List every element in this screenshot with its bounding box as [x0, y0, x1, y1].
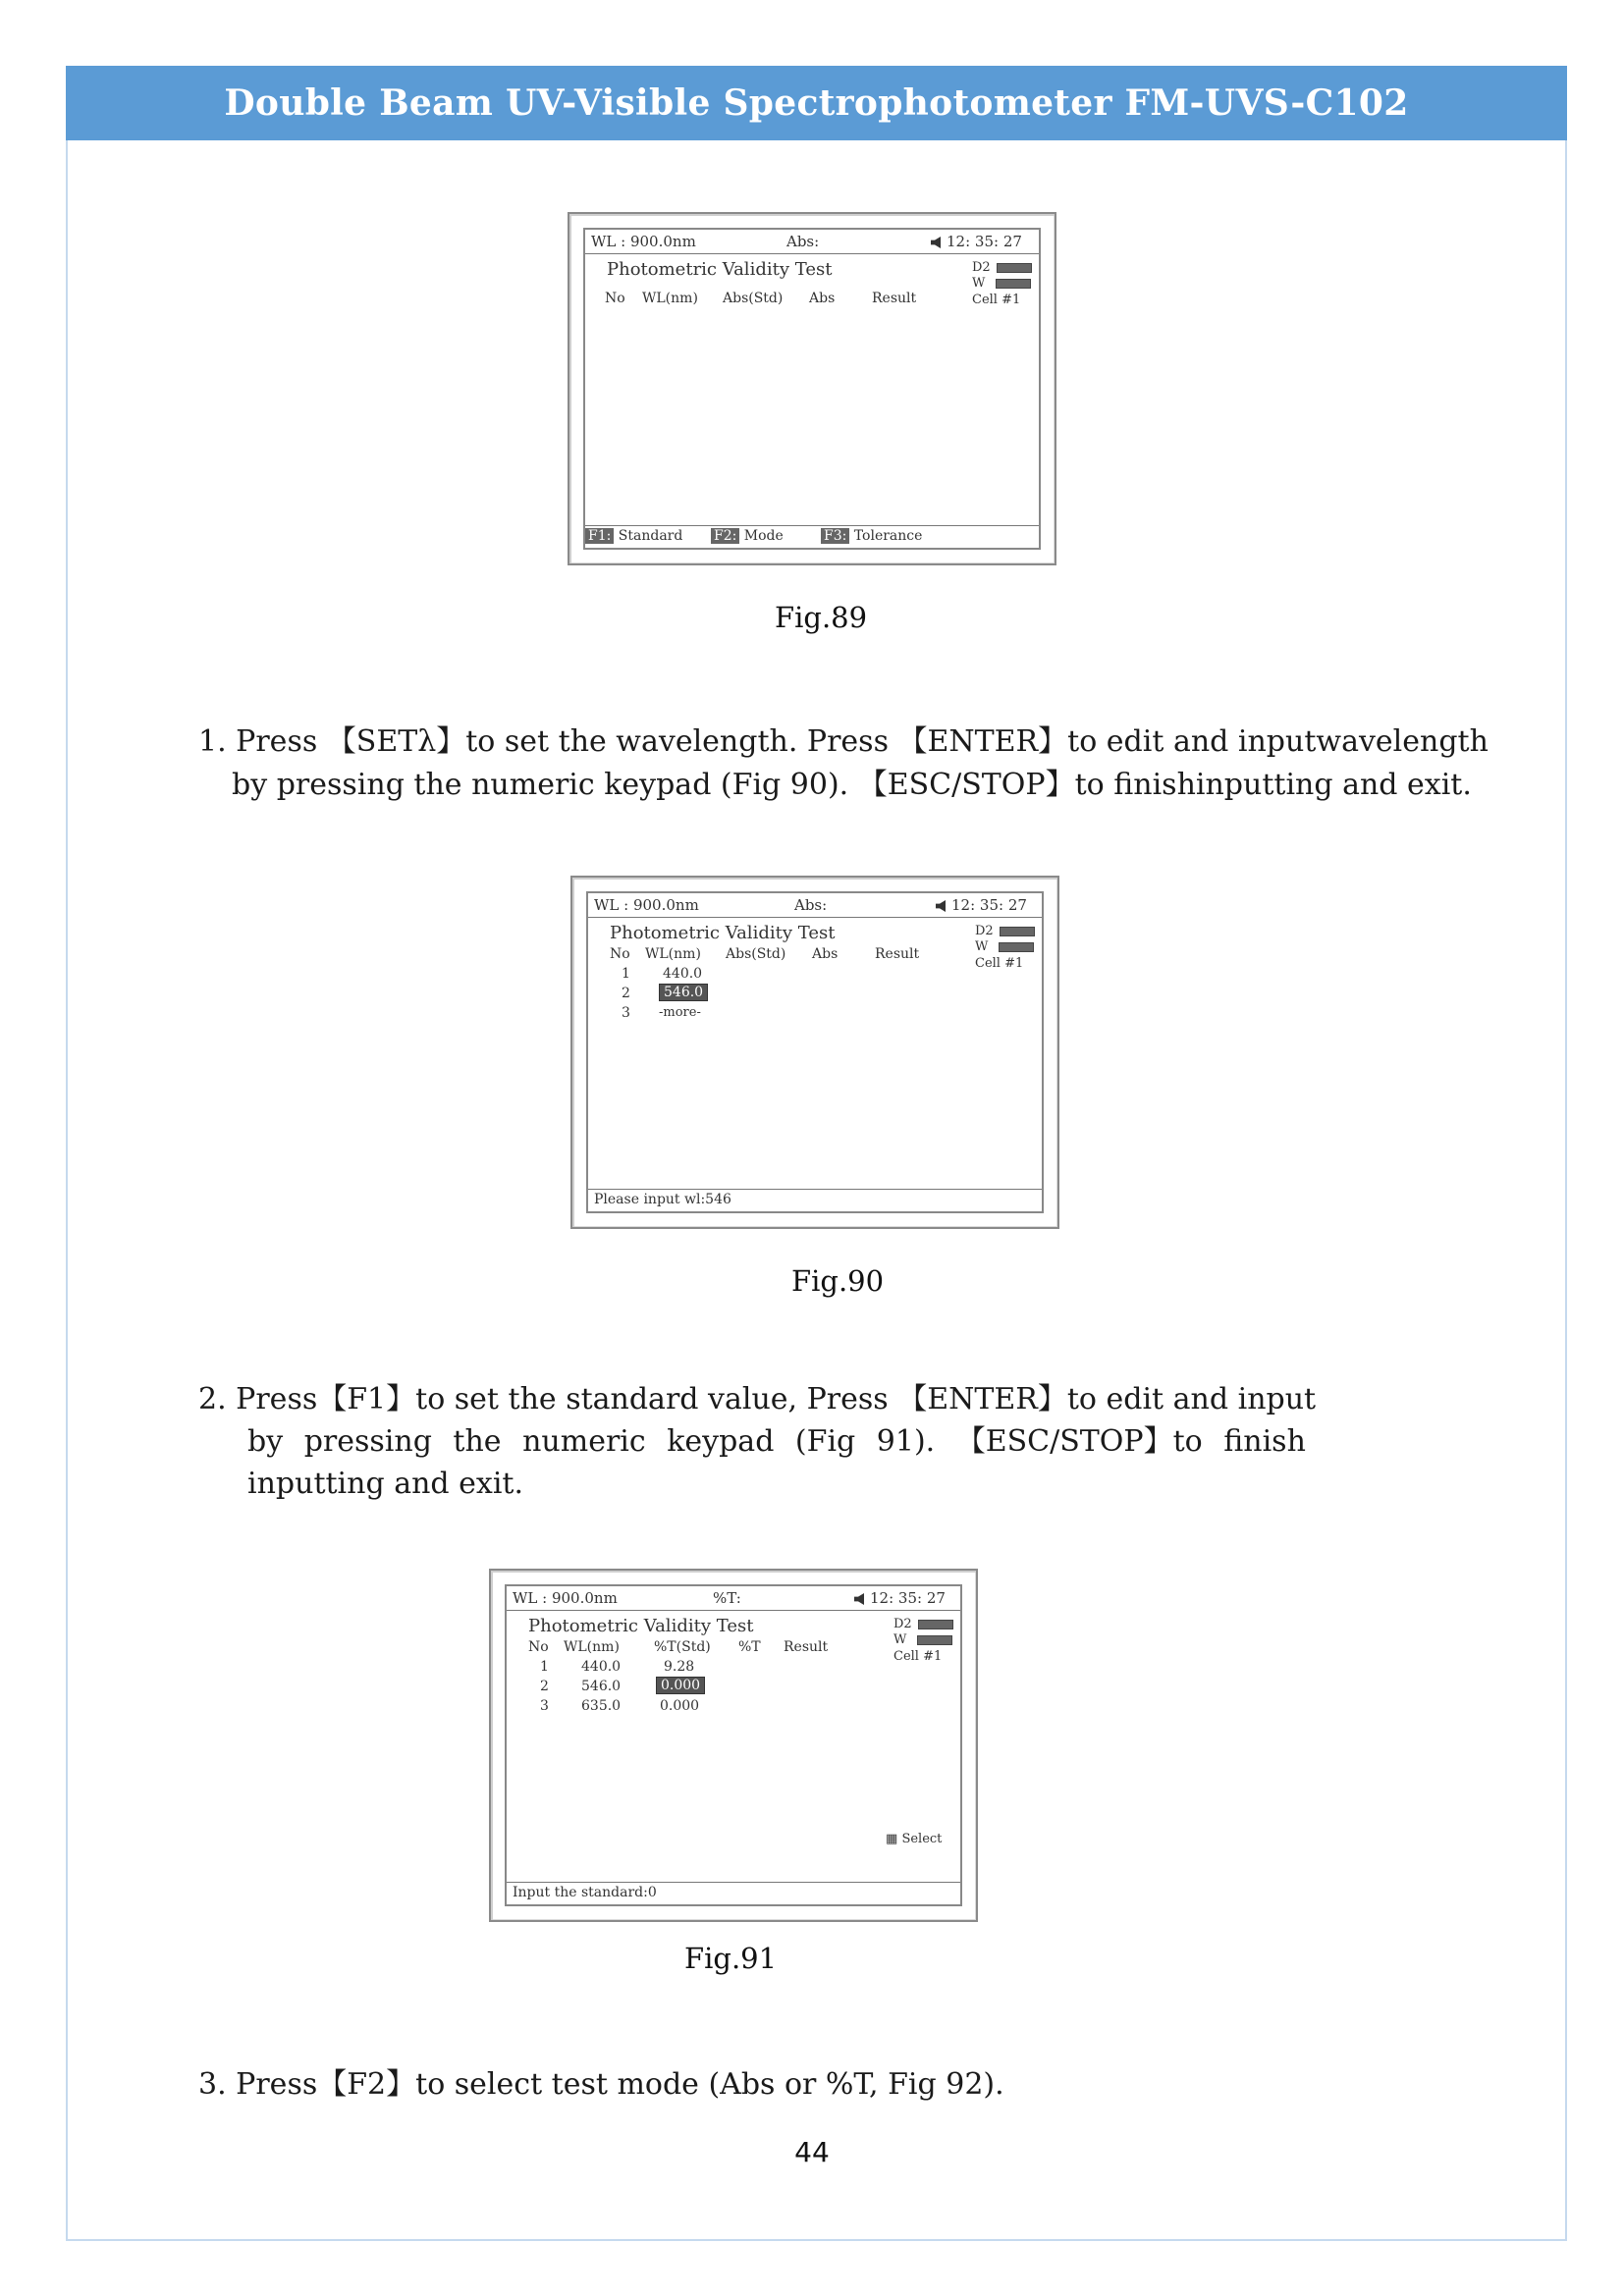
status-time: 12: 35: 27 [951, 896, 1027, 914]
lamp-w-indicator: W [972, 277, 1031, 291]
step-1-line-2: by pressing the numeric keypad (Fig 90). 【ESC/STOP】to finishinputting and exit. [232, 768, 1472, 802]
f1-key[interactable]: F1: Standard [585, 528, 682, 544]
figure-91-caption: Fig.91 [684, 1942, 778, 1975]
row-2-std-input[interactable]: 0.000 [656, 1678, 705, 1693]
select-key-icon: ▦ [886, 1832, 898, 1846]
status-time: 12: 35: 27 [870, 1589, 946, 1607]
row-1-std: 9.28 [664, 1659, 695, 1675]
screen-title: Photometric Validity Test [610, 923, 836, 943]
status-mode: %T: [713, 1589, 741, 1607]
page-number: 44 [794, 2136, 830, 2168]
lamp-w-indicator: W [975, 940, 1034, 954]
lamp-d2-indicator: D2 [972, 261, 1032, 275]
row-2-no: 2 [540, 1679, 549, 1694]
lamp-w-indicator: W [893, 1633, 952, 1647]
column-result: Result [784, 1639, 829, 1655]
lamp-bar-icon [918, 1620, 953, 1629]
step-2-line-2: by pressing the numeric keypad (Fig 91). 【ESC/STOP】to finish [247, 1424, 1306, 1459]
lcd-display [586, 891, 1044, 1213]
select-hint: ▦ Select [886, 1832, 943, 1846]
input-prompt: Input the standard:0 [513, 1885, 657, 1900]
figure-90-screen [570, 876, 1059, 1229]
speaker-icon [854, 1593, 864, 1605]
input-prompt-bar [588, 1189, 1042, 1211]
cell-indicator: Cell #1 [975, 956, 1024, 971]
lamp-bar-icon [1000, 927, 1035, 936]
lamp-bar-icon [997, 263, 1032, 273]
speaker-icon [931, 237, 941, 248]
f2-key[interactable]: F2: Mode [711, 528, 784, 544]
column-result: Result [875, 946, 920, 962]
document-header [66, 66, 1567, 140]
f3-key[interactable]: F3: Tolerance [821, 528, 922, 544]
row-1-wl: 440.0 [581, 1659, 622, 1675]
column-result: Result [872, 291, 917, 306]
status-mode: Abs: [794, 896, 828, 914]
column-no: No [610, 946, 630, 962]
row-2-wl-input[interactable]: 546.0 [659, 985, 708, 1000]
status-time: 12: 35: 27 [947, 233, 1022, 250]
column-std: Abs(Std) [723, 291, 784, 306]
step-2-line-1: 2. Press【F1】to set the standard value, Press 【ENTER】to edit and input [198, 1382, 1317, 1416]
column-no: No [528, 1639, 549, 1655]
status-mode: Abs: [786, 233, 820, 250]
step-2-line-3: inputting and exit. [247, 1467, 524, 1501]
document-title: Double Beam UV-Visible Spectrophotometer FM-UVS-C102 [224, 82, 1409, 124]
lamp-bar-icon [999, 942, 1034, 952]
function-key-bar [585, 525, 1039, 548]
lamp-d2-indicator: D2 [893, 1618, 953, 1631]
column-std: %T(Std) [654, 1639, 711, 1655]
column-value: Abs [809, 291, 836, 306]
step-1-line-1: 1. Press 【SETλ】to set the wavelength. Press 【ENTER】to edit and inputwavelength [198, 724, 1489, 759]
column-wl: WL(nm) [642, 291, 698, 306]
row-3-wl: 635.0 [581, 1698, 622, 1714]
row-1-no: 1 [540, 1659, 549, 1675]
screen-title: Photometric Validity Test [528, 1616, 754, 1636]
row-3-no: 3 [540, 1698, 549, 1714]
figure-89-caption: Fig.89 [775, 601, 868, 634]
column-value: Abs [812, 946, 839, 962]
step-3-line-1: 3. Press【F2】to select test mode (Abs or %T, Fig 92). [198, 2067, 1004, 2102]
input-prompt-bar [507, 1882, 960, 1904]
lamp-d2-indicator: D2 [975, 925, 1035, 938]
lamp-bar-icon [996, 279, 1031, 289]
status-bar [585, 230, 1039, 254]
cell-indicator: Cell #1 [972, 293, 1021, 307]
figure-90-caption: Fig.90 [791, 1264, 885, 1298]
status-bar [507, 1586, 960, 1611]
column-value: %T [738, 1639, 761, 1655]
figure-89-screen [568, 212, 1056, 565]
column-wl: WL(nm) [564, 1639, 620, 1655]
lamp-bar-icon [917, 1635, 952, 1645]
speaker-icon [936, 900, 946, 912]
row-3-std: 0.000 [660, 1698, 700, 1714]
figure-91-screen [489, 1569, 978, 1922]
screen-title: Photometric Validity Test [607, 259, 833, 280]
lcd-display [583, 228, 1041, 550]
column-std: Abs(Std) [726, 946, 786, 962]
input-prompt: Please input wl:546 [594, 1192, 731, 1207]
column-wl: WL(nm) [645, 946, 701, 962]
status-wavelength: WL : 900.0nm [513, 1589, 618, 1607]
status-wavelength: WL : 900.0nm [594, 896, 699, 914]
column-no: No [605, 291, 625, 306]
row-2-wl: 546.0 [581, 1679, 622, 1694]
lcd-display [505, 1584, 962, 1906]
row-1-wl: 440.0 [663, 966, 703, 982]
row-2-no: 2 [622, 986, 630, 1001]
status-bar [588, 893, 1042, 918]
status-wavelength: WL : 900.0nm [591, 233, 696, 250]
row-3-more: -more- [659, 1005, 701, 1020]
cell-indicator: Cell #1 [893, 1649, 943, 1664]
row-3-no: 3 [622, 1005, 630, 1021]
row-1-no: 1 [622, 966, 630, 982]
